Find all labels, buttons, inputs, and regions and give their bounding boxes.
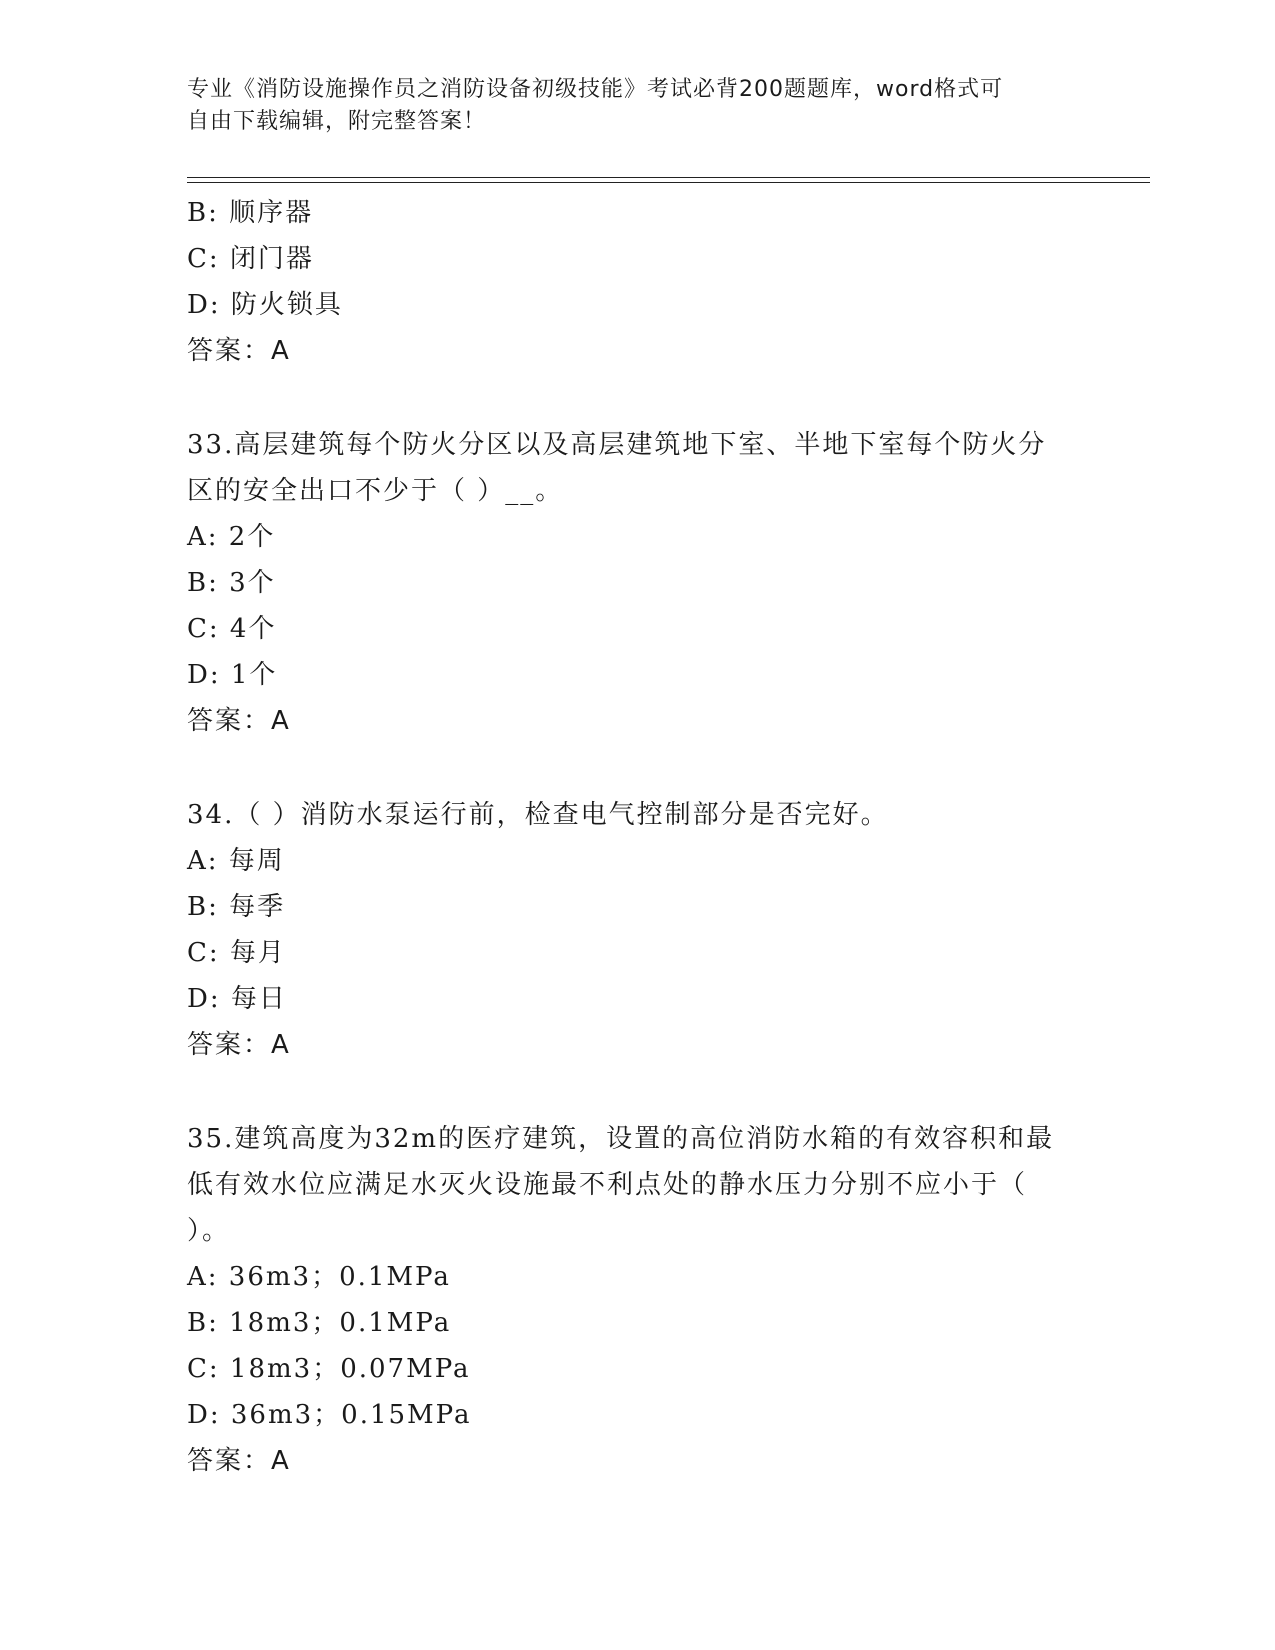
question-list (187, 190, 1087, 1484)
question-text-line: ）。 (187, 1216, 231, 1246)
option-a: A: 每周 (187, 846, 285, 876)
option-d: D: 1个 (187, 660, 278, 690)
question-34 (187, 792, 1087, 1068)
option-a: A: 2个 (187, 522, 276, 552)
option-d: D: 36m3；0.15MPa (187, 1400, 472, 1430)
question-text-line: 34.（ ）消防水泵运行前，检查电气控制部分是否完好。 (187, 800, 889, 830)
question-33 (187, 422, 1087, 744)
question-text-line: 低有效水位应满足水灭火设施最不利点处的静水压力分别不应小于（ (187, 1170, 1028, 1200)
header-divider-top (187, 177, 1150, 178)
question-text-line: 区的安全出口不少于（ ）__。 (187, 476, 564, 506)
header-line-2: 自由下载编辑，附完整答案！ (187, 109, 487, 134)
document-header (187, 74, 1067, 138)
option-b: B: 3个 (187, 568, 276, 598)
option-c: C: 每月 (187, 938, 286, 968)
option-b: B: 顺序器 (187, 198, 314, 228)
option-d: D: 防火锁具 (187, 290, 343, 320)
question-35 (187, 1116, 1087, 1484)
option-d: D: 每日 (187, 984, 287, 1014)
option-a: A: 36m3；0.1MPa (187, 1262, 451, 1292)
answer-line: 答案：A (187, 1030, 291, 1060)
option-c: C: 18m3；0.07MPa (187, 1354, 471, 1384)
answer-line: 答案：A (187, 1446, 291, 1476)
option-c: C: 闭门器 (187, 244, 314, 274)
option-b: B: 18m3；0.1MPa (187, 1308, 452, 1338)
question-text-line: 35.建筑高度为32m的医疗建筑，设置的高位消防水箱的有效容积和最 (187, 1124, 1055, 1154)
option-c: C: 4个 (187, 614, 277, 644)
question-text-line: 33.高层建筑每个防火分区以及高层建筑地下室、半地下室每个防火分 (187, 430, 1047, 460)
header-divider-bottom (187, 182, 1150, 183)
answer-line: 答案：A (187, 706, 291, 736)
option-b: B: 每季 (187, 892, 286, 922)
answer-line: 答案：A (187, 336, 291, 366)
header-line-1: 专业《消防设施操作员之消防设备初级技能》考试必背200题题库，word格式可 (187, 77, 1004, 102)
prev-question (187, 190, 1087, 374)
